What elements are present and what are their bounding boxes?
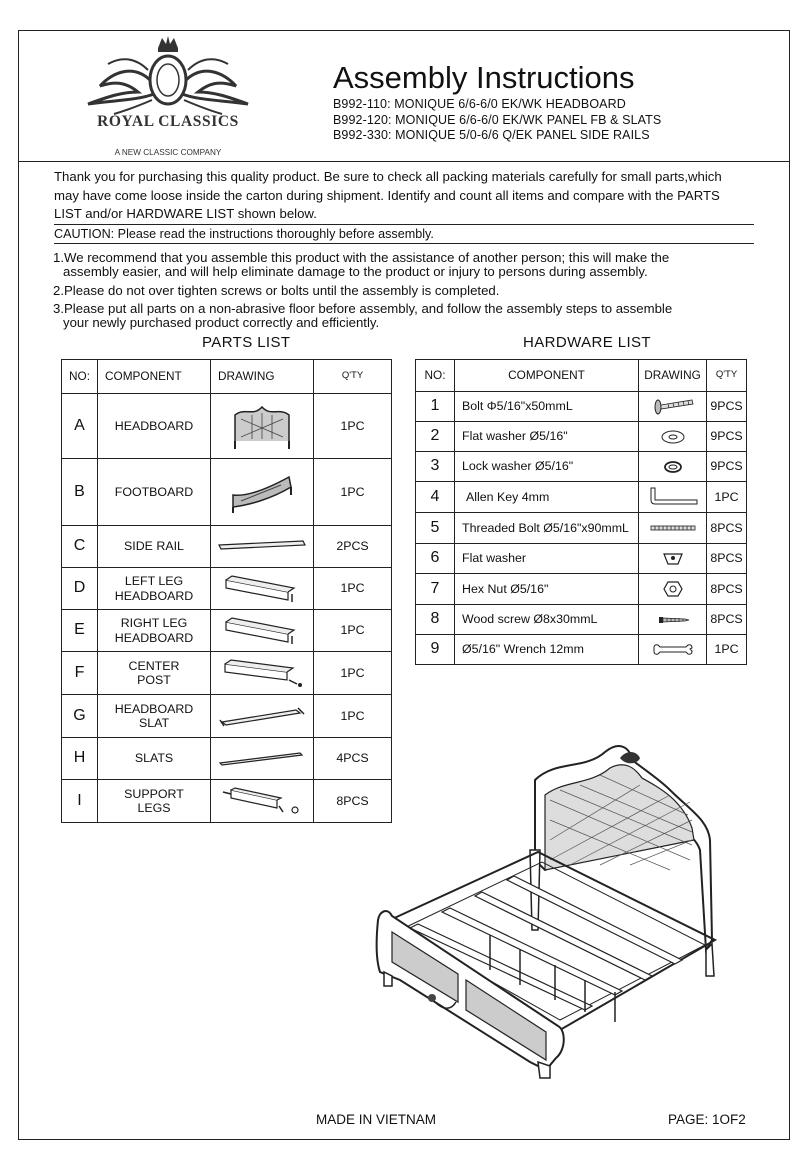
part-component-line: SUPPORT bbox=[124, 786, 184, 801]
intro-line: LIST and/or HARDWARE LIST shown below. bbox=[54, 206, 317, 221]
flat-washer-icon bbox=[658, 429, 688, 445]
left-leg-drawing-icon bbox=[222, 574, 302, 604]
part-qty: 1PC bbox=[314, 695, 392, 738]
part-no: G bbox=[62, 695, 98, 738]
footboard-drawing-icon bbox=[227, 467, 297, 517]
part-drawing bbox=[211, 394, 314, 459]
part-component-line: HEADBOARD bbox=[114, 701, 194, 716]
table-row bbox=[62, 394, 392, 459]
part-qty: 1PC bbox=[314, 394, 392, 459]
assembled-bed-illustration bbox=[370, 740, 732, 1090]
hardware-component: Hex Nut Ø5/16" bbox=[455, 574, 639, 605]
intro-text bbox=[54, 168, 722, 224]
intro-line: may have come loose inside the carton during shipment. Identify and count all items and compare with the PARTS bbox=[54, 187, 720, 203]
table-row bbox=[416, 422, 747, 452]
table-row bbox=[416, 452, 747, 482]
part-component-line: HEADBOARD bbox=[114, 418, 194, 433]
hardware-drawing bbox=[639, 635, 707, 665]
part-component bbox=[98, 738, 211, 780]
col-header-component: COMPONENT bbox=[98, 360, 211, 394]
step-line: 3.Please put all parts on a non-abrasive floor before assembly, and follow the assembly steps to assemble bbox=[53, 301, 673, 316]
table-row bbox=[62, 568, 392, 610]
header-divider bbox=[18, 161, 790, 162]
table-header-row bbox=[416, 360, 747, 392]
table-row bbox=[62, 652, 392, 695]
col-header-qty: Q'TY bbox=[707, 360, 747, 392]
table-row bbox=[62, 695, 392, 738]
table-row bbox=[416, 574, 747, 605]
hardware-no: 9 bbox=[416, 635, 455, 665]
hardware-component: Wood screw Ø8x30mmL bbox=[455, 605, 639, 635]
part-component-line: HEADBOARD bbox=[114, 588, 194, 603]
instruction-step bbox=[53, 251, 669, 278]
table-row bbox=[62, 459, 392, 526]
part-component bbox=[98, 459, 211, 526]
part-component-line: LEGS bbox=[137, 801, 171, 815]
side-rail-drawing-icon bbox=[217, 537, 307, 557]
brand-logo bbox=[78, 34, 258, 162]
part-qty: 4PCS bbox=[314, 738, 392, 780]
part-component-line: HEADBOARD bbox=[114, 630, 194, 645]
col-header-qty: Q'TY bbox=[314, 360, 392, 394]
part-drawing bbox=[211, 652, 314, 695]
col-header-no: NO: bbox=[416, 360, 455, 392]
part-qty: 1PC bbox=[314, 610, 392, 652]
part-drawing bbox=[211, 695, 314, 738]
hardware-qty: 8PCS bbox=[707, 544, 747, 574]
allen-key-icon bbox=[645, 486, 701, 508]
part-component-line: SIDE RAIL bbox=[124, 539, 184, 554]
crown-emblem-icon bbox=[78, 34, 258, 116]
hardware-qty: 8PCS bbox=[707, 513, 747, 544]
made-in-label: MADE IN VIETNAM bbox=[316, 1112, 437, 1127]
table-row bbox=[416, 635, 747, 665]
part-no: E bbox=[62, 610, 98, 652]
hardware-drawing bbox=[639, 605, 707, 635]
part-component-line: CENTER bbox=[128, 658, 180, 673]
brand-name: ROYAL CLASSICS bbox=[97, 113, 239, 130]
hardware-qty: 9PCS bbox=[707, 452, 747, 482]
part-drawing bbox=[211, 526, 314, 568]
bolt-icon bbox=[648, 397, 698, 417]
hardware-no: 5 bbox=[416, 513, 455, 544]
part-component bbox=[98, 695, 211, 738]
part-qty: 1PC bbox=[314, 568, 392, 610]
step-line: your newly purchased product correctly and efficiently. bbox=[63, 314, 380, 330]
part-no: I bbox=[62, 780, 98, 823]
model-line: B992-330: MONIQUE 5/0-6/6 Q/EK PANEL SIDE RAILS bbox=[333, 128, 650, 142]
page-number: PAGE: 1OF2 bbox=[668, 1112, 746, 1127]
wood-screw-icon bbox=[653, 614, 693, 626]
part-drawing bbox=[211, 780, 314, 823]
part-component-line: POST bbox=[137, 673, 171, 687]
hardware-list-title: HARDWARE LIST bbox=[523, 334, 651, 351]
caution-text: CAUTION: Please read the instructions thoroughly before assembly. bbox=[54, 227, 434, 241]
hardware-drawing bbox=[639, 422, 707, 452]
table-row bbox=[62, 738, 392, 780]
part-component bbox=[98, 610, 211, 652]
hardware-qty: 9PCS bbox=[707, 392, 747, 422]
page-title: Assembly Instructions bbox=[333, 60, 635, 95]
part-component-line: SLAT bbox=[138, 716, 170, 730]
part-qty: 2PCS bbox=[314, 526, 392, 568]
hardware-component: Threaded Bolt Ø5/16"x90mmL bbox=[455, 513, 639, 544]
hardware-no: 4 bbox=[416, 482, 455, 513]
table-row bbox=[416, 392, 747, 422]
part-drawing bbox=[211, 459, 314, 526]
part-qty: 1PC bbox=[314, 652, 392, 695]
model-list bbox=[333, 97, 661, 144]
slats-drawing-icon bbox=[216, 749, 308, 769]
table-row bbox=[62, 610, 392, 652]
hardware-no: 7 bbox=[416, 574, 455, 605]
part-component-line: LEFT LEG bbox=[124, 574, 184, 588]
col-header-component: COMPONENT bbox=[455, 360, 639, 392]
hardware-no: 3 bbox=[416, 452, 455, 482]
table-row bbox=[416, 482, 747, 513]
hardware-no: 6 bbox=[416, 544, 455, 574]
headboard-drawing-icon bbox=[227, 401, 297, 451]
hardware-drawing bbox=[639, 574, 707, 605]
hardware-component: Lock washer Ø5/16" bbox=[455, 452, 639, 482]
hardware-qty: 9PCS bbox=[707, 422, 747, 452]
part-component bbox=[98, 526, 211, 568]
part-component-line: RIGHT LEG bbox=[120, 616, 188, 630]
hardware-component: Flat washer bbox=[455, 544, 639, 574]
table-row bbox=[62, 526, 392, 568]
table-row bbox=[416, 544, 747, 574]
hardware-qty: 1PC bbox=[707, 482, 747, 513]
part-no: B bbox=[62, 459, 98, 526]
hardware-qty: 8PCS bbox=[707, 605, 747, 635]
wrench-icon bbox=[650, 642, 696, 658]
model-line: B992-110: MONIQUE 6/6-6/0 EK/WK HEADBOARD bbox=[333, 97, 626, 111]
part-no: F bbox=[62, 652, 98, 695]
hardware-drawing bbox=[639, 482, 707, 513]
step-line: assembly easier, and will help eliminate damage to the product or injury to persons during assembly. bbox=[63, 263, 648, 279]
headboard-slat-drawing-icon bbox=[216, 704, 308, 728]
table-row bbox=[416, 513, 747, 544]
hardware-no: 2 bbox=[416, 422, 455, 452]
hardware-qty: 8PCS bbox=[707, 574, 747, 605]
hardware-component: Ø5/16" Wrench 12mm bbox=[455, 635, 639, 665]
step-line: 2.Please do not over tighten screws or bolts until the assembly is completed. bbox=[53, 283, 500, 298]
hardware-component: Allen Key 4mm bbox=[455, 482, 639, 513]
threaded-bolt-icon bbox=[645, 522, 701, 534]
bed-icon bbox=[370, 740, 732, 1090]
part-component-line: FOOTBOARD bbox=[114, 484, 194, 499]
hex-nut-icon bbox=[661, 580, 685, 598]
lock-washer-icon bbox=[658, 459, 688, 475]
hardware-qty: 1PC bbox=[707, 635, 747, 665]
part-no: D bbox=[62, 568, 98, 610]
part-component bbox=[98, 780, 211, 823]
model-line: B992-120: MONIQUE 6/6-6/0 EK/WK PANEL FB & SLATS bbox=[333, 112, 662, 127]
table-row bbox=[416, 605, 747, 635]
hardware-drawing bbox=[639, 544, 707, 574]
part-qty: 8PCS bbox=[314, 780, 392, 823]
part-component bbox=[98, 568, 211, 610]
hardware-component: Bolt Φ5/16"x50mmL bbox=[455, 392, 639, 422]
instruction-step bbox=[53, 302, 672, 329]
parts-list-title: PARTS LIST bbox=[202, 334, 291, 351]
center-post-drawing-icon bbox=[217, 658, 307, 688]
part-no: A bbox=[62, 394, 98, 459]
part-component bbox=[98, 652, 211, 695]
part-component bbox=[98, 394, 211, 459]
hardware-drawing bbox=[639, 513, 707, 544]
parts-table bbox=[61, 359, 392, 823]
intro-line: Thank you for purchasing this quality product. Be sure to check all packing materials carefully for small parts,which bbox=[54, 169, 722, 184]
part-drawing bbox=[211, 610, 314, 652]
part-component-line: SLATS bbox=[134, 751, 174, 766]
part-drawing bbox=[211, 738, 314, 780]
hardware-no: 1 bbox=[416, 392, 455, 422]
right-leg-drawing-icon bbox=[222, 616, 302, 646]
instruction-step bbox=[53, 284, 499, 298]
part-no: C bbox=[62, 526, 98, 568]
part-drawing bbox=[211, 568, 314, 610]
bracket-washer-icon bbox=[658, 550, 688, 568]
col-header-drawing: DRAWING bbox=[639, 360, 707, 392]
part-qty: 1PC bbox=[314, 459, 392, 526]
col-header-drawing: DRAWING bbox=[211, 360, 314, 394]
caution-top-rule bbox=[54, 224, 754, 225]
caution-bottom-rule bbox=[54, 243, 754, 244]
hardware-drawing bbox=[639, 452, 707, 482]
col-header-no: NO: bbox=[62, 360, 98, 394]
part-no: H bbox=[62, 738, 98, 780]
step-line: 1.We recommend that you assemble this product with the assistance of another person; this will make the bbox=[53, 250, 670, 265]
table-header-row bbox=[62, 360, 392, 394]
brand-tagline: A NEW CLASSIC COMPANY bbox=[114, 148, 222, 157]
hardware-no: 8 bbox=[416, 605, 455, 635]
support-legs-drawing-icon bbox=[217, 786, 307, 816]
hardware-table bbox=[415, 359, 747, 665]
table-row bbox=[62, 780, 392, 823]
hardware-component: Flat washer Ø5/16" bbox=[455, 422, 639, 452]
hardware-drawing bbox=[639, 392, 707, 422]
